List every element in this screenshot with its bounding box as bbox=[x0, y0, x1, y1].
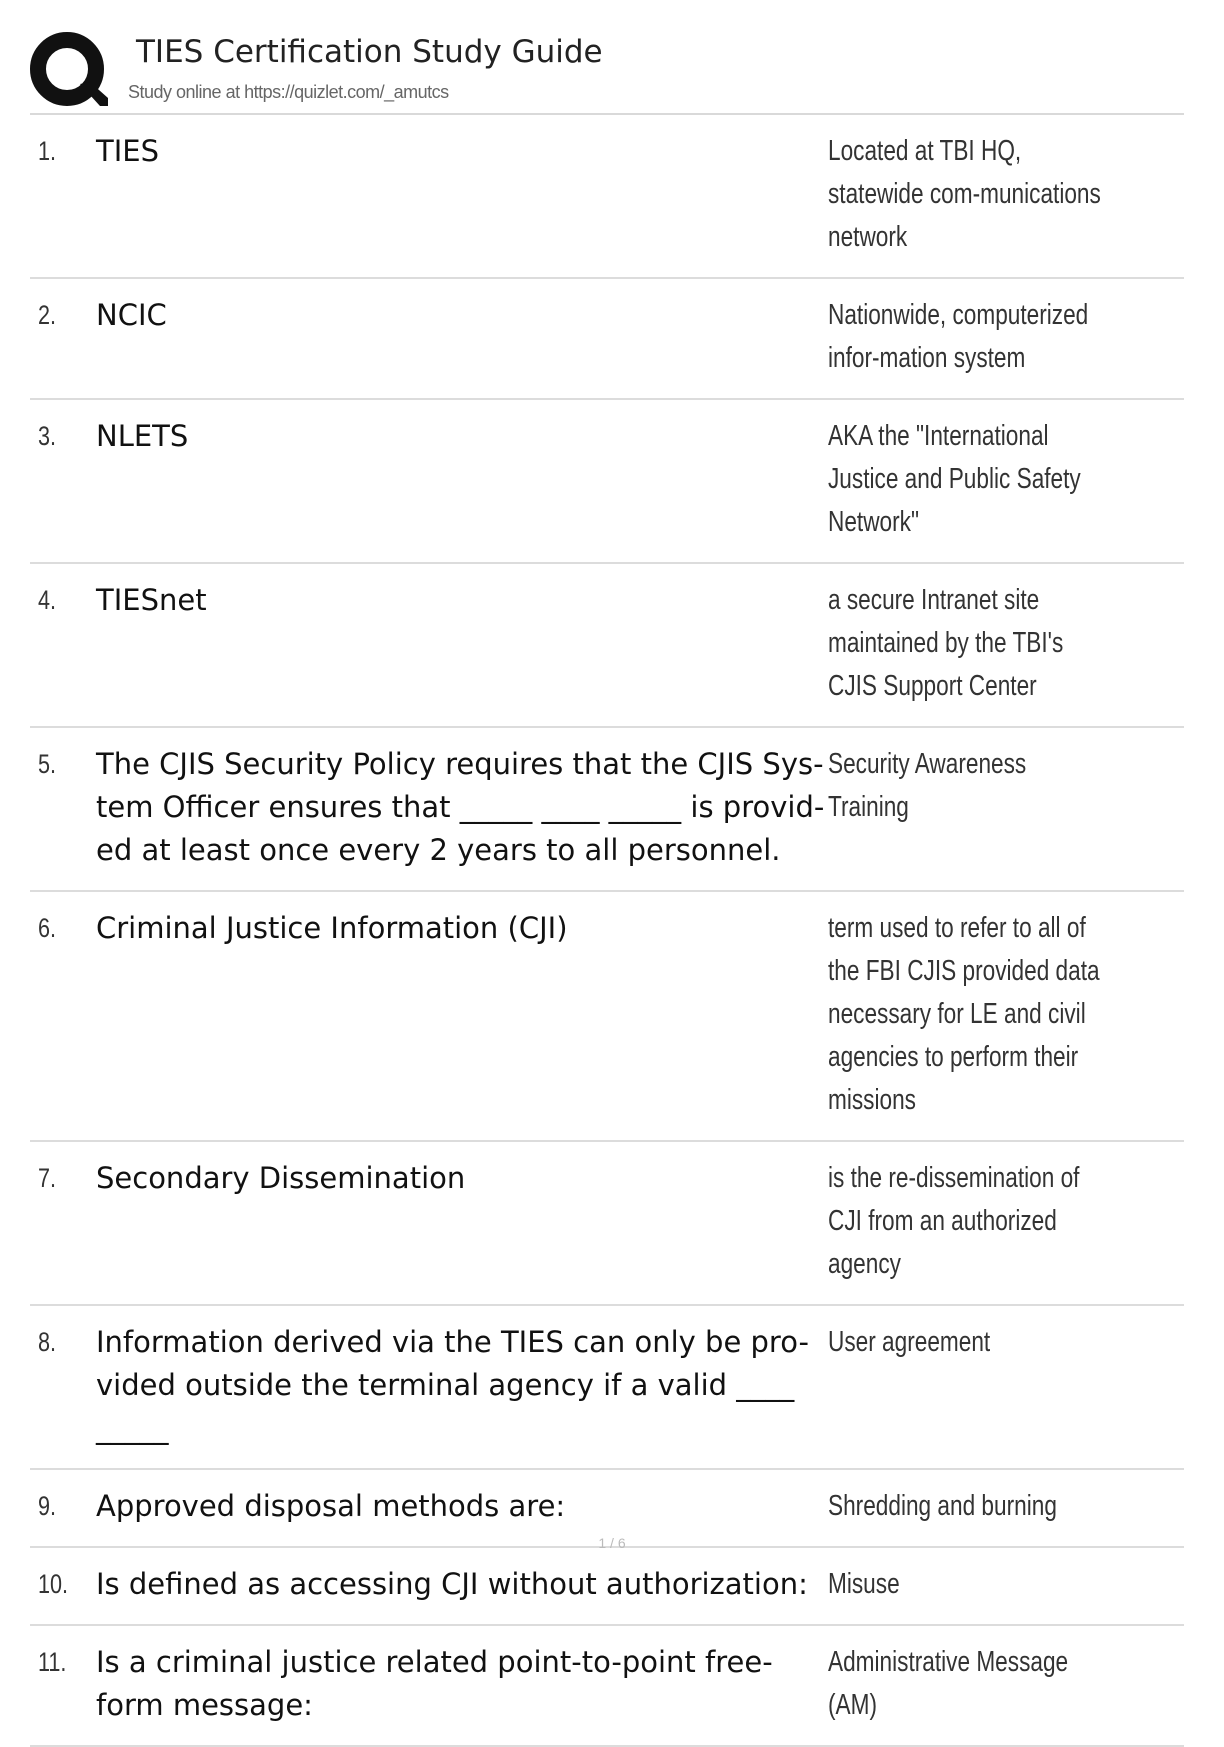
card-number: 3. bbox=[38, 421, 57, 451]
card-definition: Located at TBI HQ, statewide com-munications network bbox=[828, 135, 1101, 253]
card-number: 11. bbox=[38, 1647, 67, 1677]
card-term: Information derived via the TIES can only be pro-vided outside the terminal agency if a valid ____ _____ bbox=[96, 1325, 809, 1445]
card-definition: AKA the "International Justice and Public Safety Network" bbox=[828, 420, 1081, 538]
card-term: TIES bbox=[96, 134, 159, 168]
card-definition: a secure Intranet site maintained by the TBI's CJIS Support Center bbox=[828, 584, 1064, 702]
document-header bbox=[30, 28, 1190, 114]
card-definition: Nationwide, computerized infor-mation system bbox=[828, 299, 1089, 374]
card-definition: Security Awareness Training bbox=[828, 748, 1027, 823]
card-term: Approved disposal methods are: bbox=[96, 1489, 566, 1523]
card-row bbox=[30, 279, 1184, 400]
card-definition: Shredding and burning bbox=[828, 1490, 1057, 1522]
card-definition: is the re-dissemination of CJI from an authorized agency bbox=[828, 1162, 1080, 1280]
card-term: TIESnet bbox=[96, 583, 207, 617]
card-number: 2. bbox=[38, 300, 57, 330]
card-number: 9. bbox=[38, 1491, 57, 1521]
quizlet-logo-icon bbox=[30, 32, 108, 110]
card-term: Is defined as accessing CJI without authorization: bbox=[96, 1567, 808, 1601]
card-definition: User agreement bbox=[828, 1326, 991, 1358]
card-definition: Misuse bbox=[828, 1568, 900, 1600]
card-term: Criminal Justice Information (CJI) bbox=[96, 911, 568, 945]
card-definition: term used to refer to all of the FBI CJIS provided data necessary for LE and civil agencies to perform their missions bbox=[828, 912, 1100, 1116]
card-row bbox=[30, 115, 1184, 279]
card-number: 10. bbox=[38, 1569, 69, 1599]
card-term: NLETS bbox=[96, 419, 189, 453]
card-term: Secondary Dissemination bbox=[96, 1161, 466, 1195]
card-row bbox=[30, 1142, 1184, 1306]
card-row bbox=[30, 1306, 1184, 1470]
card-number: 6. bbox=[38, 913, 57, 943]
card-definition: Administrative Message (AM) bbox=[828, 1646, 1069, 1721]
card-list bbox=[30, 115, 1184, 1747]
card-row bbox=[30, 1548, 1184, 1626]
card-number: 1. bbox=[38, 136, 57, 166]
card-term: NCIC bbox=[96, 298, 167, 332]
page-title: TIES Certification Study Guide bbox=[136, 34, 603, 70]
card-term: The CJIS Security Policy requires that the CJIS Sys-tem Officer ensures that _____ ____ _____ is provid-ed at least once every 2 years to all personnel. bbox=[96, 747, 825, 867]
page-subtitle: Study online at https://quizlet.com/_amutcs bbox=[128, 82, 449, 102]
card-number: 4. bbox=[38, 585, 57, 615]
page-number: 1 / 6 bbox=[598, 1535, 626, 1551]
card-number: 5. bbox=[38, 749, 57, 779]
card-number: 8. bbox=[38, 1327, 57, 1357]
card-row bbox=[30, 892, 1184, 1142]
card-row bbox=[30, 1626, 1184, 1747]
card-row bbox=[30, 728, 1184, 892]
card-row bbox=[30, 564, 1184, 728]
card-term: Is a criminal justice related point-to-point free-form message: bbox=[96, 1645, 773, 1722]
card-number: 7. bbox=[38, 1163, 57, 1193]
card-row bbox=[30, 400, 1184, 564]
